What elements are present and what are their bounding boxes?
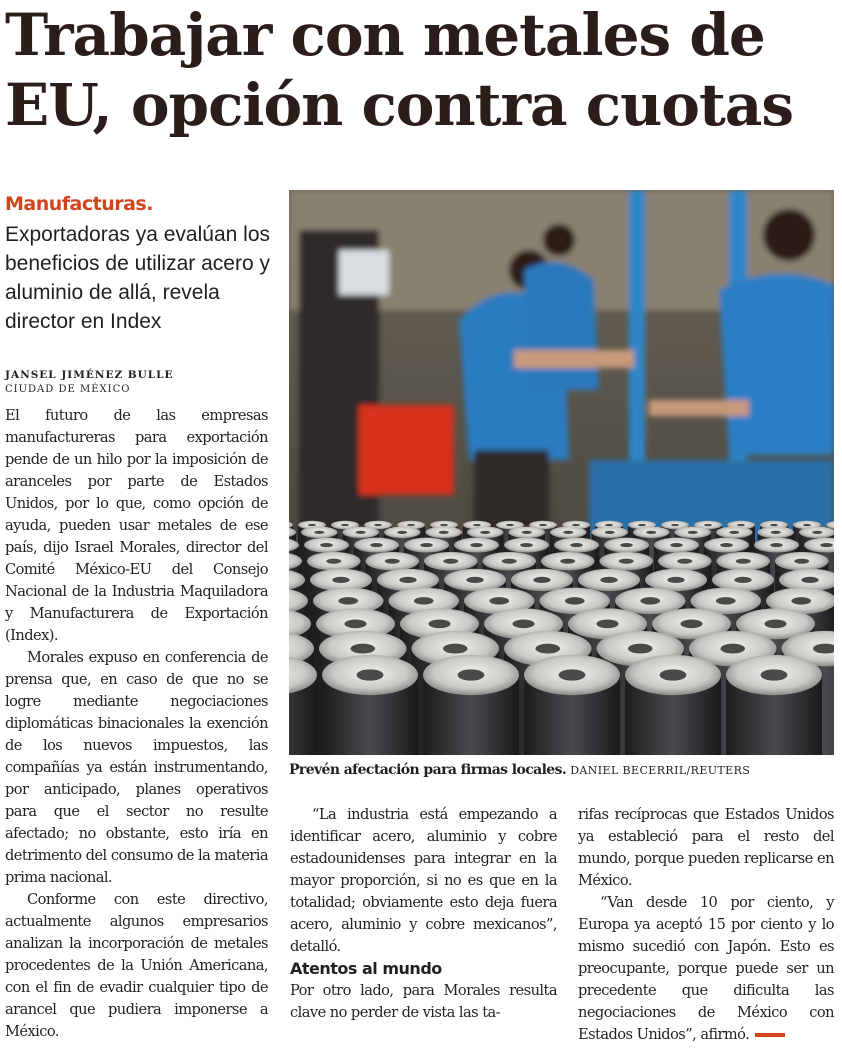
deck-subtitle: Exportadoras ya evalúan los beneficios de utilizar acero y aluminio de allá, revela director en Index [5, 223, 270, 333]
rod-hole [646, 531, 656, 534]
photo-credit: DANIEL BECERRIL/REUTERS [570, 764, 751, 777]
rod-hole [716, 597, 736, 604]
rod-hole [667, 577, 684, 583]
rod-hole [801, 577, 818, 583]
rod-hole [677, 559, 692, 564]
rod-hole [563, 531, 573, 534]
rod-hole [443, 559, 458, 564]
rod-hole [721, 644, 746, 654]
article-column-3 [578, 804, 834, 1046]
rod-hole [771, 531, 781, 534]
photo-caption: Prevén afectación para firmas locales. [289, 762, 567, 778]
rod-hole [640, 597, 660, 604]
rod-hole [314, 531, 324, 534]
rod-hole [736, 559, 751, 564]
rod-hole [539, 524, 547, 526]
rod-hole [385, 559, 400, 564]
rod-hole [620, 543, 633, 547]
rod-hole [480, 531, 490, 534]
rod-hole [351, 644, 376, 654]
rod-hole [466, 577, 483, 583]
rod-hole [680, 620, 702, 629]
factory-photo [289, 190, 834, 755]
rod-hole [671, 524, 679, 526]
section-label: Manufacturas. [5, 193, 153, 215]
rod-hole [764, 620, 786, 629]
headline [5, 0, 835, 140]
rod-hole [570, 543, 583, 547]
rod-hole [512, 620, 534, 629]
rod-hole [536, 644, 561, 654]
rod-hole [559, 669, 586, 680]
rod-hole [737, 524, 745, 526]
rod-hole [458, 669, 485, 680]
paragraph-6 [578, 892, 834, 1046]
rod-hole [428, 620, 450, 629]
rod-hole [820, 543, 833, 547]
rod-hole [522, 531, 532, 534]
rod-hole [761, 669, 788, 680]
rod-hole [473, 524, 481, 526]
rod-hole [734, 577, 751, 583]
rod-hole [370, 543, 383, 547]
end-mark [755, 1033, 785, 1037]
subheading: Atentos al mundo [290, 959, 442, 978]
paragraph-1: El futuro de las empresas manufactureras para exportación pende de un hilo por la imposición de aranceles por parte de Estados Unidos, por lo que, como opción de ayuda, pueden usar metales de ese país, dijo Israel Morales, director del Comité México-EU del Consejo Nacional de la Industria Maquiladora y Manufacturera de Exportación (Index). [5, 407, 268, 644]
rod-hole [407, 524, 415, 526]
byline-author: JANSEL JIMÉNEZ BULLE [5, 369, 174, 381]
rod-hole [572, 524, 580, 526]
photo-caption-block [289, 762, 834, 779]
paragraph-4: “La industria está empezando a identificar acero, aluminio y cobre estadounidenses para integrar en la mayor proporción, si no es que en la totalidad; obviamente esto deja fuera acero, aluminio y cobre mexicanos”, detalló. [290, 806, 557, 955]
rod-hole [565, 597, 585, 604]
rod-hole [533, 577, 550, 583]
rod-hole [399, 577, 416, 583]
rod-hole [596, 620, 618, 629]
rod-hole [803, 524, 811, 526]
rod-hole [628, 644, 653, 654]
rod-hole [414, 597, 434, 604]
rod-hole [720, 543, 733, 547]
paragraph-5-part-1: Por otro lado, para Morales resulta clave no perder de vista las ta- [290, 982, 557, 1021]
rod-hole [443, 644, 468, 654]
rod-hole [600, 577, 617, 583]
rod-hole [619, 559, 634, 564]
rod-hole [770, 543, 783, 547]
rod-hole [506, 524, 514, 526]
rod-hole [470, 543, 483, 547]
rod-hole [489, 597, 509, 604]
rod-hole [344, 620, 366, 629]
rod-hole [688, 531, 698, 534]
rod-hole [332, 577, 349, 583]
article-column-2 [290, 804, 557, 1024]
rod-hole [439, 531, 449, 534]
rod-hole [357, 669, 384, 680]
rod-hole [770, 524, 778, 526]
rod-hole [704, 524, 712, 526]
rod-hole [374, 524, 382, 526]
rod-hole [520, 543, 533, 547]
rod-hole [338, 597, 358, 604]
rod-hole [308, 524, 316, 526]
rod-hole [326, 559, 341, 564]
rod-hole [638, 524, 646, 526]
paragraph-3: Conforme con este directivo, actualmente algunos empresarios analizan la incorporación de metales procedentes de la Unión Americana, con el fin de evadir cualquier tipo de arancel que pudiera imponerse a México. [5, 891, 268, 1040]
rod-hole [356, 531, 366, 534]
byline-location: CIUDAD DE MÉXICO [5, 384, 131, 395]
metal-rods [289, 521, 834, 755]
rod-hole [560, 559, 575, 564]
photo-image [289, 190, 834, 755]
paragraph-6-text: “Van desde 10 por ciento, y Europa ya aceptó 15 por ciento y lo mismo sucedió con Japón. Esto es preocupante, porque puede ser un precedente que dificulta las negociaciones de México con Estados Unidos”, afirmó. [578, 894, 834, 1043]
article-column-1 [5, 405, 268, 1043]
rod-hole [812, 531, 822, 534]
rod-hole [440, 524, 448, 526]
paragraph-5-part-2: rifas recíprocas que Estados Unidos ya estableció para el resto del mundo, porque pueden replicarse en México. [578, 806, 834, 889]
rod-hole [320, 543, 333, 547]
rod-hole [341, 524, 349, 526]
headline-line-2: EU, opción contra cuotas [5, 71, 793, 139]
rod-hole [660, 669, 687, 680]
rod-hole [729, 531, 739, 534]
rod-hole [670, 543, 683, 547]
rod-hole [420, 543, 433, 547]
paragraph-2: Morales expuso en conferencia de prensa que, en caso de que no se logre mediante negociaciones diplomáticas binacionales la exención de los nuevos impuestos, las compañías ya están instrumentando, por anticipado, planes operativos para que el sector no resulte afectado; no obstante, esto iría en detrimento del consumo de la materia prima nacional. [5, 649, 268, 886]
rod-hole [397, 531, 407, 534]
rod-hole [502, 559, 517, 564]
rod-hole [605, 524, 613, 526]
rod-hole [794, 559, 809, 564]
rod-hole [605, 531, 615, 534]
rod-hole [791, 597, 811, 604]
headline-line-1: Trabajar con metales de [5, 1, 765, 69]
